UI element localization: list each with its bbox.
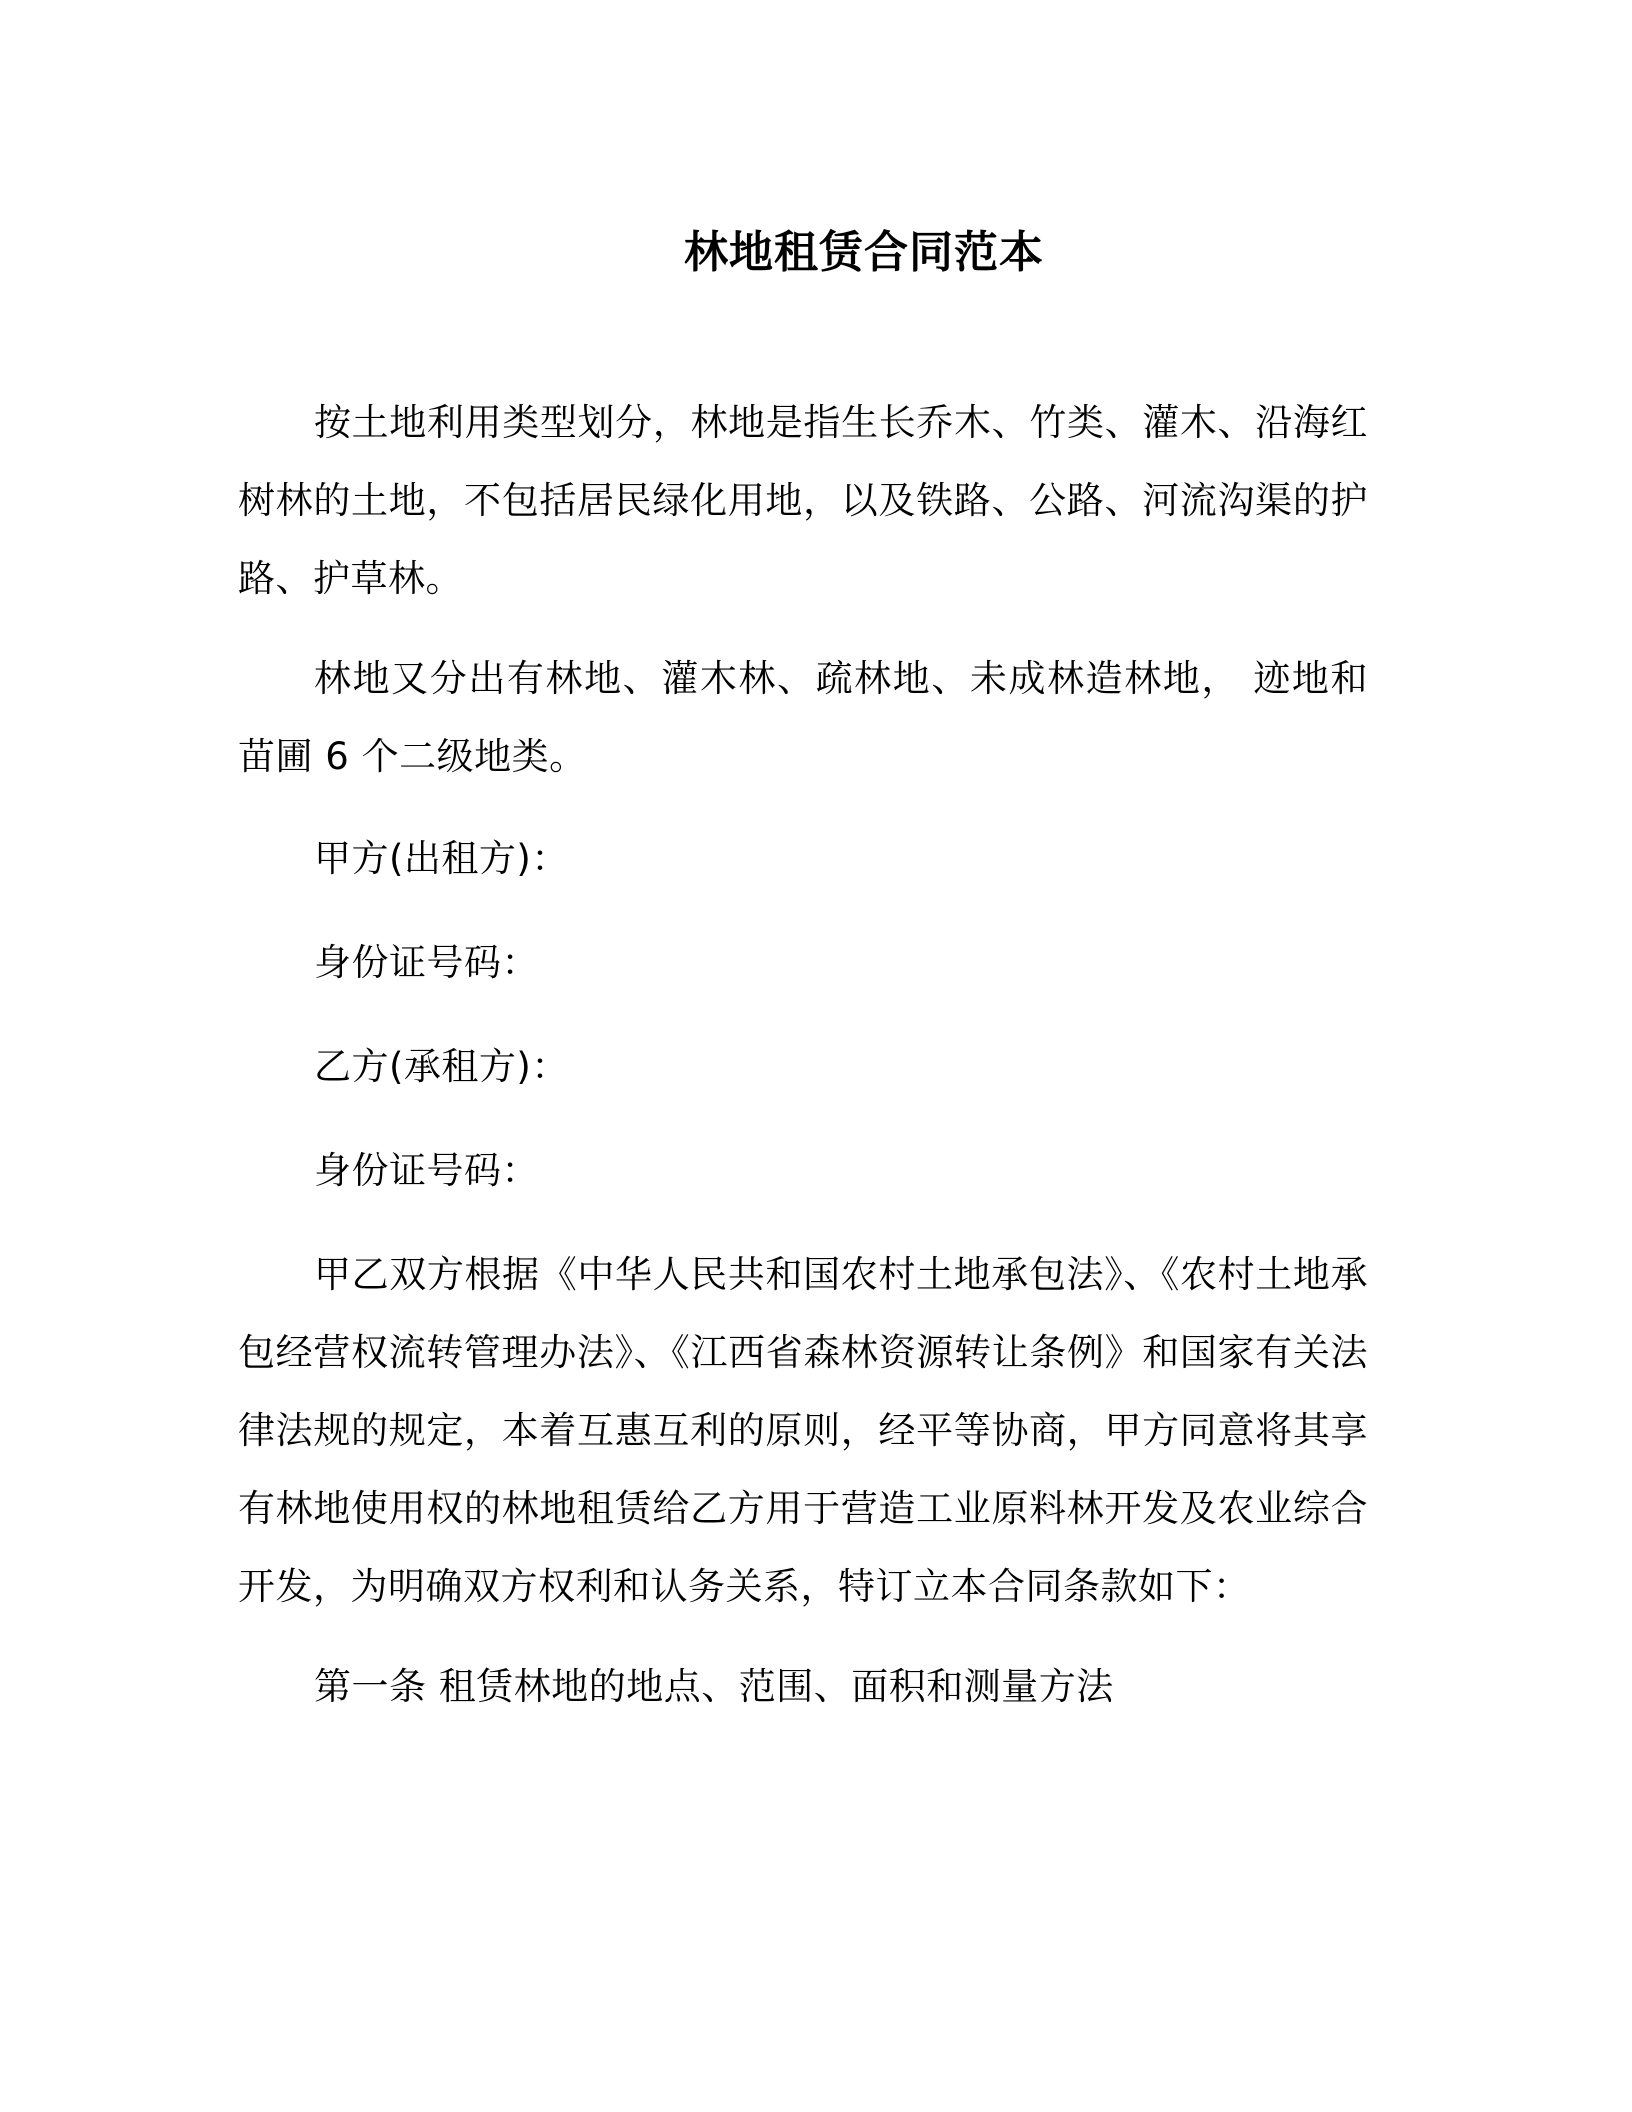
- paragraph-contract-preamble: 甲乙双方根据《中华人民共和国农村土地承包法》、《农村土地承包经营权流转管理办法》、《江西省森林资源转让条例》和国家有关法律法规的规定，本着互惠互利的原则，经平等协商，甲方同意将其享有林地使用权的林地租赁给乙方用于营造工业原料林开发及农业综合开发，为明确双方权利和认务关系，特订立本合同条款如下：: [238, 1253, 1368, 1608]
- party-b-lessee-field: 乙方(承租方)：: [314, 1045, 569, 1088]
- party-a-id-number-field: 身份证号码：: [314, 941, 539, 984]
- paragraph-forest-land-subtypes: 林地又分出有林地、灌木林、疏林地、未成林造林地， 迹地和苗圃 6 个二级地类。: [238, 657, 1368, 778]
- party-a-lessor-field: 甲方(出租方)：: [314, 837, 569, 880]
- party-b-id-number-field: 身份证号码：: [314, 1149, 539, 1192]
- document-title: 林地租赁合同范本: [684, 227, 1044, 278]
- paragraph-forest-land-definition: 按土地利用类型划分，林地是指生长乔木、竹类、灌木、沿海红树林的土地，不包括居民绿化用地，以及铁路、公路、河流沟渠的护路、护草林。: [238, 401, 1368, 600]
- article-one-heading: 第一条 租赁林地的地点、范围、面积和测量方法: [314, 1665, 1114, 1708]
